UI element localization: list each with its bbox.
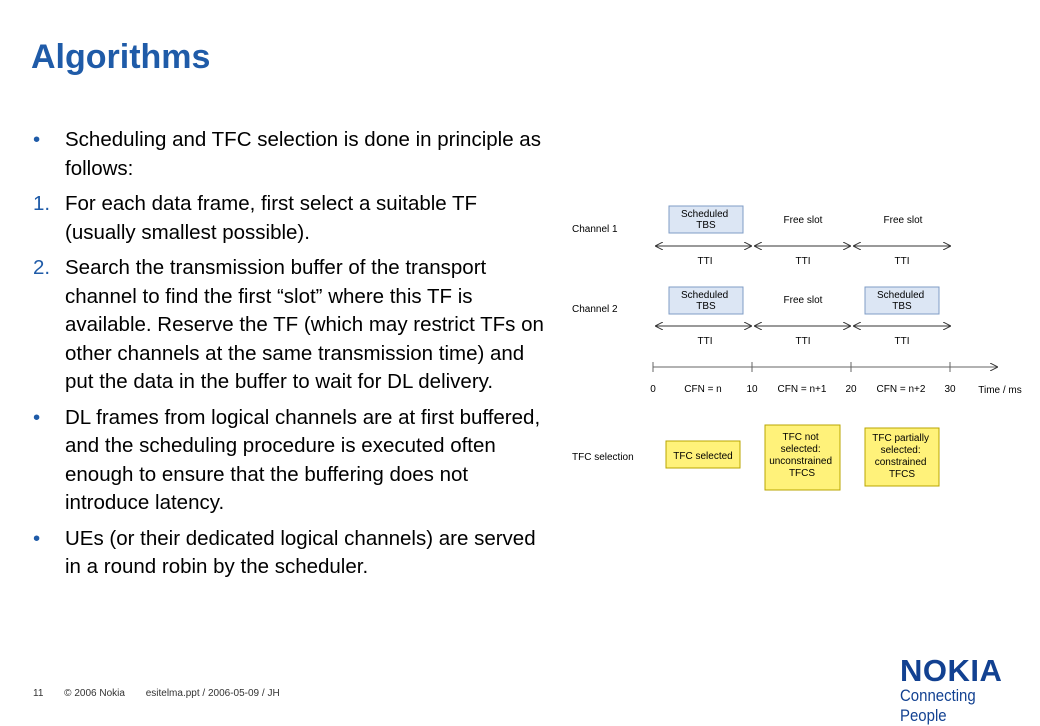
tfc-line: TFC not (782, 432, 819, 443)
slide-title: Algorithms (31, 38, 211, 76)
free-slot-label: Free slot (783, 215, 823, 226)
number-marker: 2. (33, 256, 51, 279)
bullet-text: DL frames from logical channels are at first buffered, and the scheduling procedure is executed often enough to ensure that the buffering does not introduce latency. (65, 405, 541, 514)
tti-label: TTI (894, 256, 910, 267)
tti-label: TTI (795, 256, 811, 267)
tti-label: TTI (894, 336, 910, 347)
file-info: esitelma.ppt / 2006-05-09 / JH (145, 688, 280, 699)
bullet-marker: • (33, 526, 41, 550)
bullet-marker: • (33, 405, 41, 429)
free-slot-label: Free slot (883, 215, 923, 226)
axis-unit-label: Time / ms (978, 385, 1022, 396)
cfn-label: CFN = n+1 (777, 384, 827, 395)
tfc-line: constrained (874, 457, 927, 468)
tfc-line: selected: (880, 445, 921, 456)
tfc-selection-label: TFC selection (572, 452, 634, 463)
numbered-item (33, 254, 553, 397)
bullet-list (33, 126, 553, 589)
free-slot-label: Free slot (783, 295, 823, 306)
copyright-text: © 2006 Nokia (64, 688, 125, 699)
nokia-logo (900, 653, 1026, 726)
tick-label: 20 (845, 384, 857, 395)
tfc-line: unconstrained (769, 456, 833, 467)
cfn-label: CFN = n (684, 384, 722, 395)
tfc-line: TFC partially (872, 433, 929, 444)
bullet-text: Scheduling and TFC selection is done in principle as follows: (65, 128, 541, 180)
slot-line: Scheduled (680, 290, 729, 301)
tfc-line: TFCS (788, 468, 816, 479)
slide-footer (33, 688, 298, 699)
channel1-label: Channel 1 (572, 224, 618, 235)
tick-label: 30 (944, 384, 956, 395)
tick-label: 0 (650, 384, 656, 395)
tti-label: TTI (697, 336, 713, 347)
page-number: 11 (33, 688, 44, 699)
bullet-text: For each data frame, first select a suitable TF (usually smallest possible). (65, 192, 478, 244)
tick-label: 10 (746, 384, 758, 395)
slot-line: Scheduled (876, 290, 925, 301)
bullet-marker: • (33, 128, 41, 151)
scheduling-diagram (565, 195, 1035, 505)
tti-label: TTI (795, 336, 811, 347)
channel2-label: Channel 2 (572, 304, 618, 315)
slot-line: TBS (892, 301, 912, 312)
tti-label: TTI (697, 256, 713, 267)
bullet-item (33, 525, 553, 582)
tfc-selected-label: TFC selected (673, 451, 733, 462)
bullet-text: Search the transmission buffer of the transport channel to find the first “slot” where this TF is available. Reserve the TF (which may restrict TFs on other channels at the same transmission time) and put the data in the buffer to wait for DL delivery. (65, 256, 544, 393)
numbered-item (33, 190, 553, 247)
bullet-text: UEs (or their dedicated logical channels) are served in a round robin by the scheduler. (65, 526, 536, 578)
logo-wordmark: NOKIA (900, 653, 1003, 688)
cfn-label: CFN = n+2 (876, 384, 926, 395)
number-marker: 1. (33, 192, 51, 215)
slot-line: Scheduled (680, 209, 729, 220)
tfc-line: TFCS (888, 469, 916, 480)
slot-line: TBS (696, 220, 716, 231)
bullet-item (33, 126, 553, 183)
tfc-line: selected: (780, 444, 821, 455)
logo-tagline: Connecting People (900, 686, 976, 725)
slot-line: TBS (696, 301, 716, 312)
bullet-item (33, 404, 553, 518)
